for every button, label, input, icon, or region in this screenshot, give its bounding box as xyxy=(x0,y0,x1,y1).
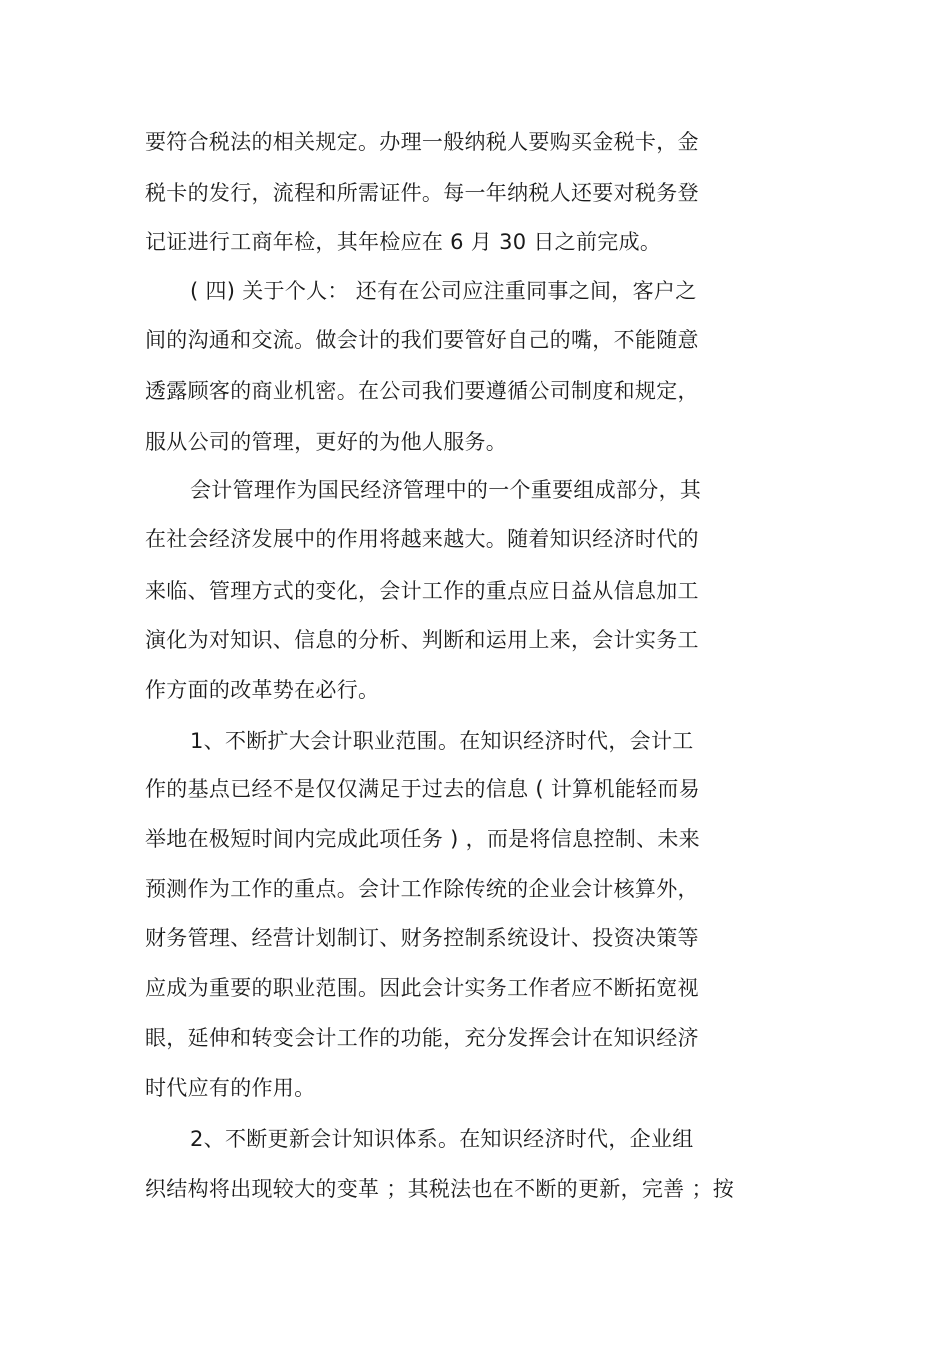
text-line: 财务管理、经营计划制订、财务控制系统设计、投资决策等 xyxy=(145,926,699,950)
text-line: 2、不断更新会计知识体系。在知识经济时代，企业组 xyxy=(190,1127,694,1151)
text-line: 来临、管理方式的变化，会计工作的重点应日益从信息加工 xyxy=(145,579,699,603)
text-line: 间的沟通和交流。做会计的我们要管好自己的嘴，不能随意 xyxy=(145,328,699,352)
text-line: 记证进行工商年检，其年检应在 6 月 30 日之前完成。 xyxy=(145,230,662,254)
text-line: 应成为重要的职业范围。因此会计实务工作者应不断拓宽视 xyxy=(145,976,699,1000)
text-line: 透露顾客的商业机密。在公司我们要遵循公司制度和规定， xyxy=(145,379,699,403)
text-line: ( 四) 关于个人： 还有在公司应注重同事之间，客户之 xyxy=(190,279,697,303)
text-line: 织结构将出现较大的变革 ；其税法也在不断的更新，完善 ；按 xyxy=(145,1177,735,1201)
text-line: 眼，延伸和转变会计工作的功能，充分发挥会计在知识经济 xyxy=(145,1026,699,1050)
text-line: 演化为对知识、信息的分析、判断和运用上来，会计实务工 xyxy=(145,628,699,652)
text-line: 作方面的改革势在必行。 xyxy=(145,678,380,702)
text-line: 会计管理作为国民经济管理中的一个重要组成部分，其 xyxy=(190,478,702,502)
text-line: 时代应有的作用。 xyxy=(145,1076,316,1100)
text-line: 服从公司的管理，更好的为他人服务。 xyxy=(145,430,508,454)
text-line: 在社会经济发展中的作用将越来越大。随着知识经济时代的 xyxy=(145,527,699,551)
text-line: 1、不断扩大会计职业范围。在知识经济时代，会计工 xyxy=(190,729,694,753)
text-line: 举地在极短时间内完成此项任务 ) ，而是将信息控制、未来 xyxy=(145,827,700,851)
text-line: 预测作为工作的重点。会计工作除传统的企业会计核算外， xyxy=(145,877,699,901)
text-line: 税卡的发行，流程和所需证件。每一年纳税人还要对税务登 xyxy=(145,181,699,205)
text-line: 作的基点已经不是仅仅满足于过去的信息 ( 计算机能轻而易 xyxy=(145,777,700,801)
text-line: 要符合税法的相关规定。办理一般纳税人要购买金税卡，金 xyxy=(145,130,699,154)
